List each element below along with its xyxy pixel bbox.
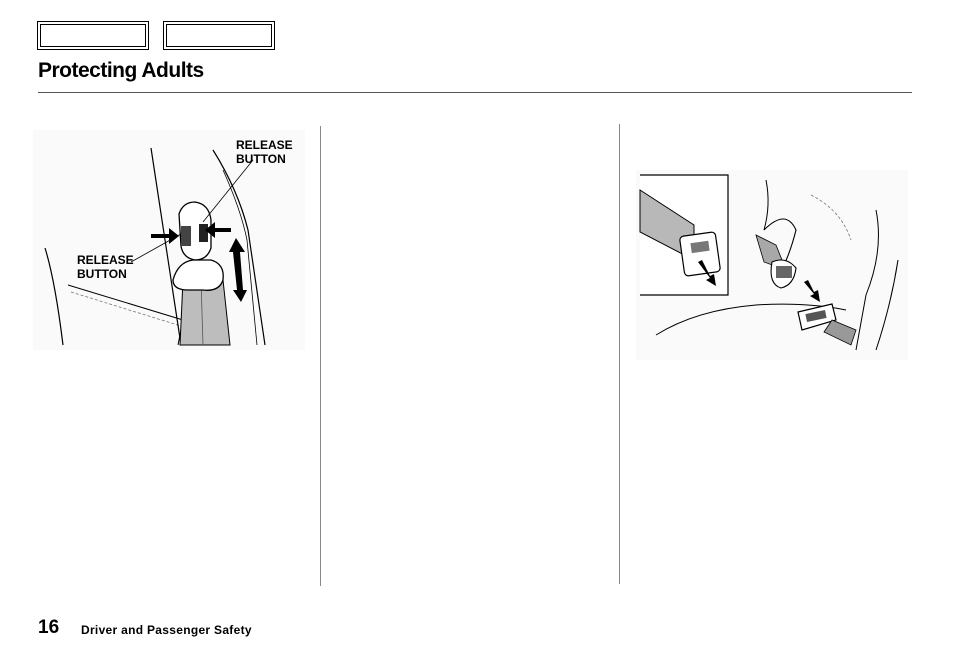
nav-tab-2[interactable] (163, 21, 275, 50)
column-divider-1 (320, 126, 321, 586)
page-title: Protecting Adults (38, 59, 204, 82)
page-number: 16 (38, 617, 60, 638)
release-button-label-left: RELEASE BUTTON (77, 253, 134, 281)
column-divider-2 (619, 124, 620, 584)
nav-tab-1[interactable] (37, 21, 149, 50)
section-name: Driver and Passenger Safety (81, 623, 252, 637)
title-divider (38, 92, 912, 93)
release-button-label-top: RELEASE BUTTON (236, 138, 293, 166)
unbuckle-belt-illustration (636, 170, 908, 360)
